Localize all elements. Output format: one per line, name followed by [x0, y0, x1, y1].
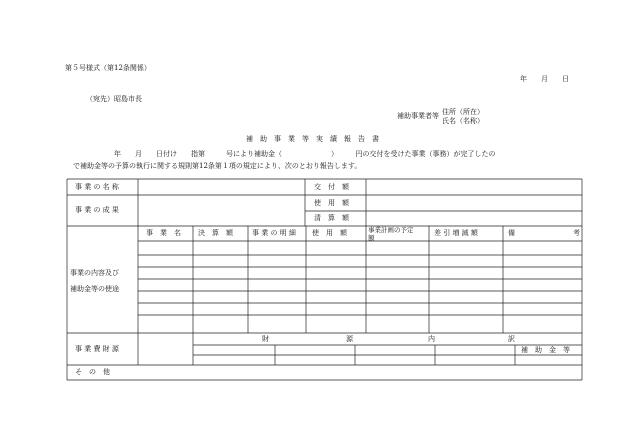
col-used-amount: 使 用 額	[312, 229, 347, 237]
funding-label: 事 業 費 財 源	[75, 345, 119, 353]
funding-breakdown-4: 訳	[508, 335, 515, 343]
col-planned-line-2: 額	[368, 234, 375, 242]
col-remarks-right: 考	[573, 229, 580, 237]
subsidy-label: 補 助 金 等	[521, 346, 570, 354]
usage-amount-label: 使 用 額	[314, 199, 349, 207]
applicant-label: 補助事業者等	[397, 112, 439, 120]
col-settled-amount: 決 算 額	[198, 229, 233, 237]
funding-breakdown-2: 源	[346, 335, 353, 343]
project-name-label: 事 業 の 名 称	[75, 183, 119, 191]
funding-breakdown-3: 内	[428, 335, 435, 343]
funding-breakdown-1: 財	[262, 335, 269, 343]
addressee: （宛先）昭島市長	[86, 95, 142, 103]
project-results-label: 事 業 の 成 果	[75, 206, 119, 214]
name-label: 氏名（名称）	[442, 117, 484, 125]
settlement-amount-label: 清 算 額	[314, 214, 349, 222]
col-remarks-left: 備	[508, 229, 515, 237]
content-label-line-2: 補助金等の使途	[70, 285, 119, 293]
col-difference: 差 引 増 減 額	[434, 229, 478, 237]
grant-amount-label: 交 付 額	[314, 183, 349, 191]
content-label-line-1: 事業の内容及び	[70, 269, 119, 277]
form-number: 第５号様式（第12条関係）	[65, 64, 151, 72]
col-breakdown: 事 業 の 明 細	[252, 229, 296, 237]
col-project-name: 事 業 名	[146, 229, 181, 237]
intro-line-1: 年 月 日付け 指第 号により補助金（ ） 円の交付を受けた事業（事務）が完了したの	[114, 150, 496, 158]
other-label: そ の 他	[75, 368, 110, 376]
report-date: 年 月 日	[520, 75, 569, 83]
document-title: 補 助 事 業 等 実 績 報 告 書	[246, 135, 379, 143]
intro-line-2: で補助金等の予算の執行に関する規則第12条第１項の規定により、次のとおり報告します。	[73, 162, 362, 170]
col-planned-line-1: 事業計画の予定	[368, 226, 414, 234]
address-label: 住所（所在）	[442, 108, 484, 116]
